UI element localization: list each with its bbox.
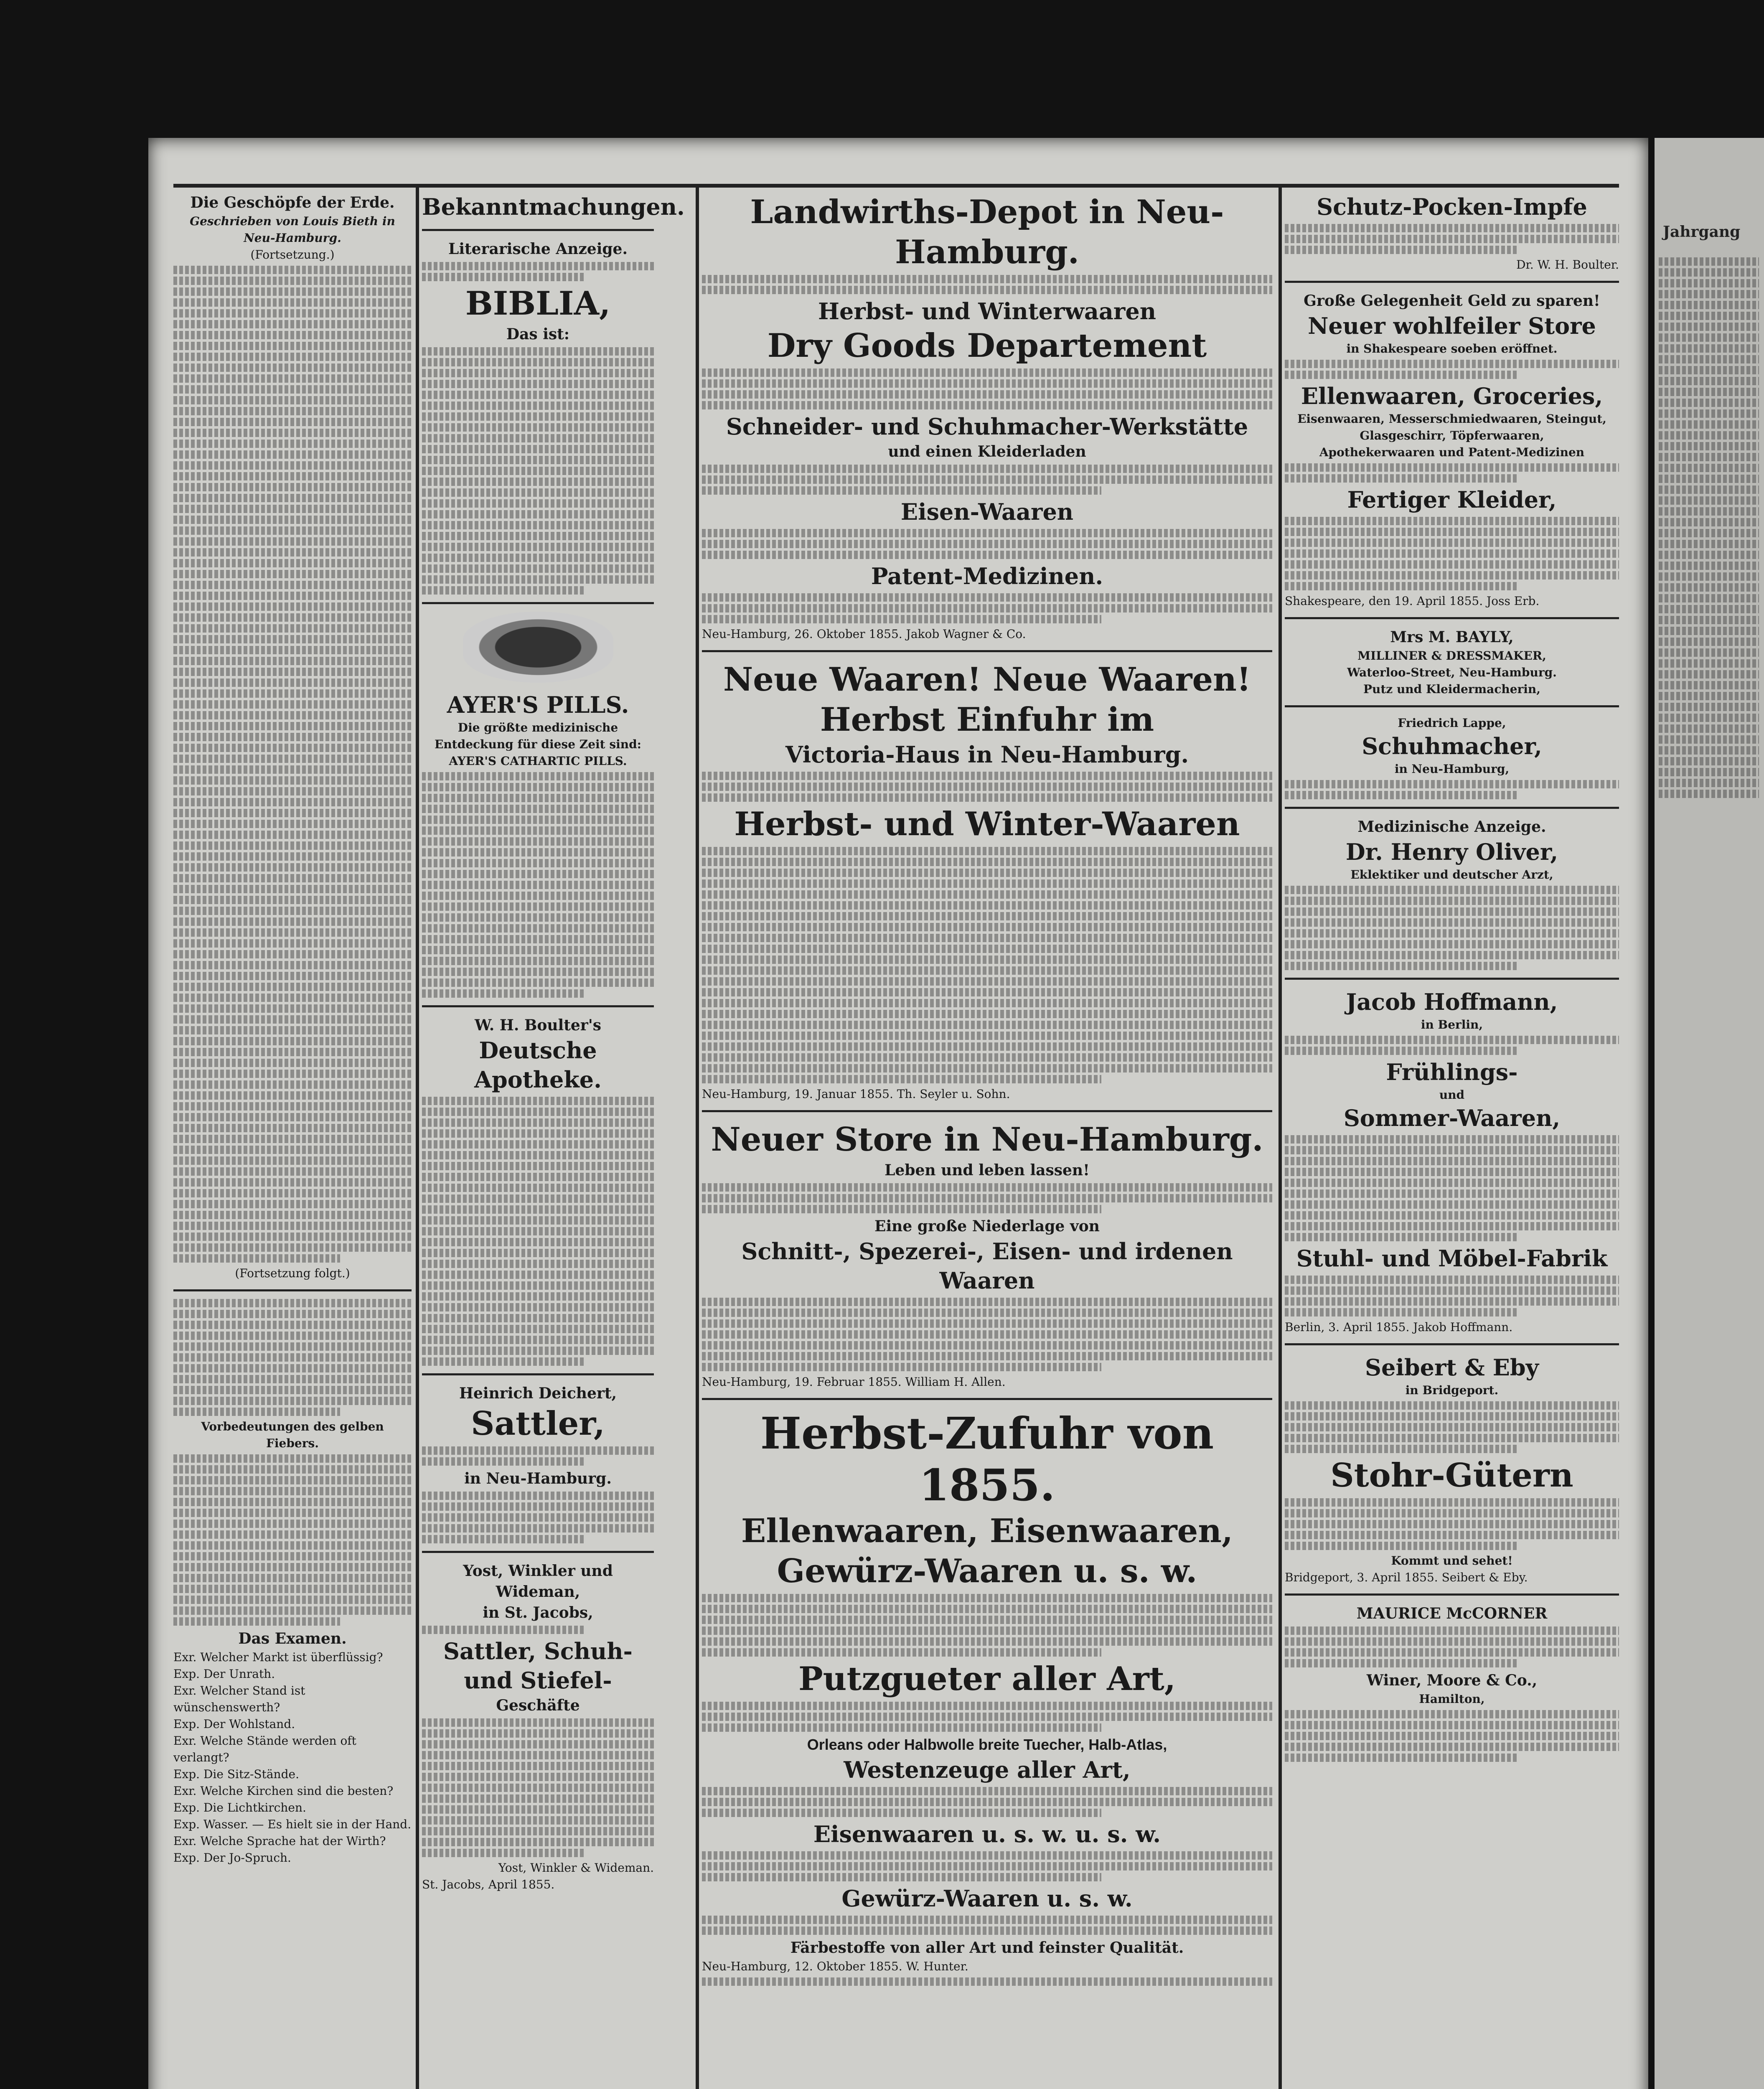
newspaper-page [148,138,1648,2089]
ad-title: Winer, Moore & Co., [1366,1672,1538,1689]
ad-subtitle: in Shakespeare soeben eröffnet. [1346,342,1558,356]
dialog-line: Exr. Welcher Markt ist überflüssig? [173,1650,383,1664]
ad-title: Mrs M. BAYLY, [1390,628,1514,646]
ad-subtitle: Putz und Kleidermacherin, [1363,682,1541,696]
ad-heading: Sommer-Waaren, [1343,1105,1561,1131]
ad-subtitle: Hamilton, [1419,1692,1485,1706]
ad-title: Deutsche Apotheke. [474,1037,602,1093]
dialog-line: Exp. Wasser. — Es hielt sie in der Hand. [173,1817,412,1831]
ad-title: BIBLIA, [465,285,611,323]
ad-heading: Eisen-Waaren [900,498,1074,525]
column-4 [1285,192,1619,2089]
news-item [173,1454,412,1626]
ad-heading: Medizinische Anzeige. [1357,818,1546,836]
article-body [173,266,412,1263]
fragment-text [1659,255,1759,801]
ad-title: Neuer wohlfeiler Store [1308,313,1596,339]
ad-signature: Shakespeare, den 19. April 1855. Joss Erb. [1285,594,1540,608]
article-subtitle: Geschrieben von Louis Bieth in Neu-Hamburg. [190,214,395,245]
ad-heading: Yost, Winkler und Wideman, [463,1562,613,1601]
ad-title: Neue Waaren! Neue Waaren! [723,661,1251,699]
ad-title: Sattler, [471,1405,605,1443]
ad-subtitle: Apothekerwaaren und Patent-Medizinen [1319,445,1585,459]
dialog-line: Exp. Die Lichtkirchen. [173,1801,306,1815]
ad-subtitle: Eine große Niederlage von [874,1217,1100,1235]
continued-note: (Fortsetzung folgt.) [235,1266,350,1280]
ad-heading: Westenzeuge aller Art, [844,1756,1131,1783]
top-rule [173,184,1619,188]
ad-subtitle: in Neu-Hamburg, [1394,762,1510,776]
ad-title: Herbst Einfuhr im [820,701,1154,739]
ad-subtitle: AYER'S CATHARTIC PILLS. [449,754,627,768]
ad-signature: Dr. W. H. Boulter. [1516,258,1619,272]
dialog-line: Exr. Welche Stände werden oft verlangt? [173,1734,356,1764]
ad-title: Neuer Store in Neu-Hamburg. [711,1121,1263,1159]
ad-signature: Neu-Hamburg, 26. Oktober 1855. Jakob Wagner & Co. [702,627,1026,641]
ad-subtitle: Eisenwaaren, Messerschmiedwaaren, Steingut, Glasgeschirr, Töpferwaaren, [1297,412,1606,442]
column-3 [702,192,1272,2089]
ad-subtitle: in Bridgeport. [1405,1383,1499,1397]
ad-title: Stuhl- und Möbel-Fabrik [1296,1245,1608,1272]
ad-title: Landwirths-Depot in Neu-Hamburg. [750,193,1224,271]
adjacent-page-fragment [1655,138,1764,2089]
column-rule [696,187,699,2089]
ad-heading: Schnitt-, Spezerei-, Eisen- und irdenen Waaren [741,1238,1233,1294]
news-item [173,1299,412,1416]
woodcut-illustration [463,612,613,683]
ad-title: Fertiger Kleider, [1347,486,1557,513]
ad-heading: Ellenwaaren, Eisenwaaren, [741,1512,1233,1550]
ad-title: Sattler, Schuh- und Stiefel- [443,1638,633,1694]
ad-subtitle: Waterloo-Street, Neu-Hamburg. [1347,666,1557,679]
ad-subtitle: in Neu-Hamburg. [464,1470,612,1487]
ad-signature: Yost, Winkler & Wideman. [498,1861,654,1875]
ad-subtitle: Eklektiker und deutscher Arzt, [1350,868,1553,882]
ad-heading: Herbst- und Winterwaaren [818,298,1156,325]
ad-title: Herbst-Zufuhr von 1855. [760,1408,1214,1511]
ad-subtitle: MILLINER & DRESSMAKER, [1357,649,1546,663]
ad-heading: Victoria-Haus in Neu-Hamburg. [785,741,1189,768]
section-heading: Bekanntmachungen. [422,193,685,220]
ad-heading: Gewürz-Waaren u. s. w. [841,1885,1133,1912]
ad-title: Dr. Henry Oliver, [1345,839,1558,865]
dialog-line: Exp. Der Unrath. [173,1667,275,1681]
dialog-line: Exp. Der Wohlstand. [173,1717,295,1731]
ad-signature: Berlin, 3. April 1855. Jakob Hoffmann. [1285,1320,1513,1334]
ad-title: Schuhmacher, [1362,733,1542,760]
ad-title: AYER'S PILLS. [447,691,629,718]
ad-title: Dry Goods Departement [767,327,1207,365]
ad-title: Stohr-Gütern [1330,1456,1573,1494]
ad-line: Orleans oder Halbwolle breite Tuecher, Halb-Atlas, [807,1736,1167,1753]
section-title: Vorbedeutungen des gelben Fiebers. [201,1420,384,1450]
ad-signature: Neu-Hamburg, 12. Oktober 1855. W. Hunter. [702,1959,968,1973]
ad-heading: Große Gelegenheit Geld zu sparen! [1304,292,1600,310]
column-1 [173,192,412,2089]
dialog-line: Exr. Welcher Stand ist wünschenswerth? [173,1684,305,1714]
dialog-line: Exp. Der Jo-Spruch. [173,1851,291,1865]
dialog-line: Exr. Welche Kirchen sind die besten? [173,1784,394,1798]
ad-signature: Neu-Hamburg, 19. Januar 1855. Th. Seyler u. Sohn. [702,1087,1010,1101]
column-rule [416,187,419,2089]
ad-heading: Putzgueter aller Art, [798,1660,1176,1698]
ad-title: MAURICE McCORNER [1356,1605,1548,1622]
dialog-line: Exp. Die Sitz-Stände. [173,1767,299,1781]
ad-heading: Gewürz-Waaren u. s. w. [777,1552,1197,1590]
ad-heading: Friedrich Lappe, [1398,716,1506,730]
ad-subtitle: Die größte medizinische Entdeckung für diese Zeit sind: [434,721,642,751]
fragment-heading: Jahrgang [1663,223,1741,241]
ad-heading: Eisenwaaren u. s. w. u. s. w. [813,1821,1161,1848]
ad-subtitle: in Berlin, [1421,1018,1483,1032]
dialog-line: Exr. Welche Sprache hat der Wirth? [173,1834,386,1848]
ad-heading: Literarische Anzeige. [448,240,628,258]
ad-subtitle: Kommt und sehet! [1391,1554,1513,1568]
column-2 [422,192,685,2089]
ad-subtitle: und [1439,1088,1465,1102]
ad-subtitle: Das ist: [506,325,570,343]
article-title: Die Geschöpfe der Erde. [190,194,395,211]
ad-title: Seibert & Eby [1365,1354,1539,1381]
ad-subtitle: Leben und leben lassen! [885,1161,1090,1179]
ad-heading: Heinrich Deichert, [459,1385,617,1402]
ad-heading: Patent-Medizinen. [871,563,1103,590]
ad-title: Ellenwaaren, Groceries, [1301,383,1603,409]
ad-title: Jacob Hoffmann, [1346,989,1558,1015]
ad-heading: W. H. Boulter's [474,1017,602,1034]
ad-line: Färbestoffe von aller Art und feinster Qualität. [790,1939,1184,1957]
column-rule [1279,187,1282,2089]
ad-title: Schutz-Pocken-Impfe [1317,193,1587,220]
ad-subtitle: und einen Kleiderladen [888,443,1086,460]
ad-signature: Neu-Hamburg, 19. Februar 1855. William H. Allen. [702,1375,1006,1389]
ad-heading: Schneider- und Schuhmacher-Werkstätte [726,413,1248,440]
ad-heading: Frühlings- [1386,1059,1518,1085]
ad-title: Herbst- und Winter-Waaren [734,805,1240,843]
ad-subtitle: in St. Jacobs, [483,1604,593,1621]
section-title: Das Examen. [238,1630,347,1647]
ad-date: St. Jacobs, April 1855. [422,1878,555,1891]
ad-signature: Bridgeport, 3. April 1855. Seibert & Eby. [1285,1571,1528,1584]
ad-subtitle: Geschäfte [496,1697,580,1714]
continuation-note: (Fortsetzung.) [250,248,335,262]
